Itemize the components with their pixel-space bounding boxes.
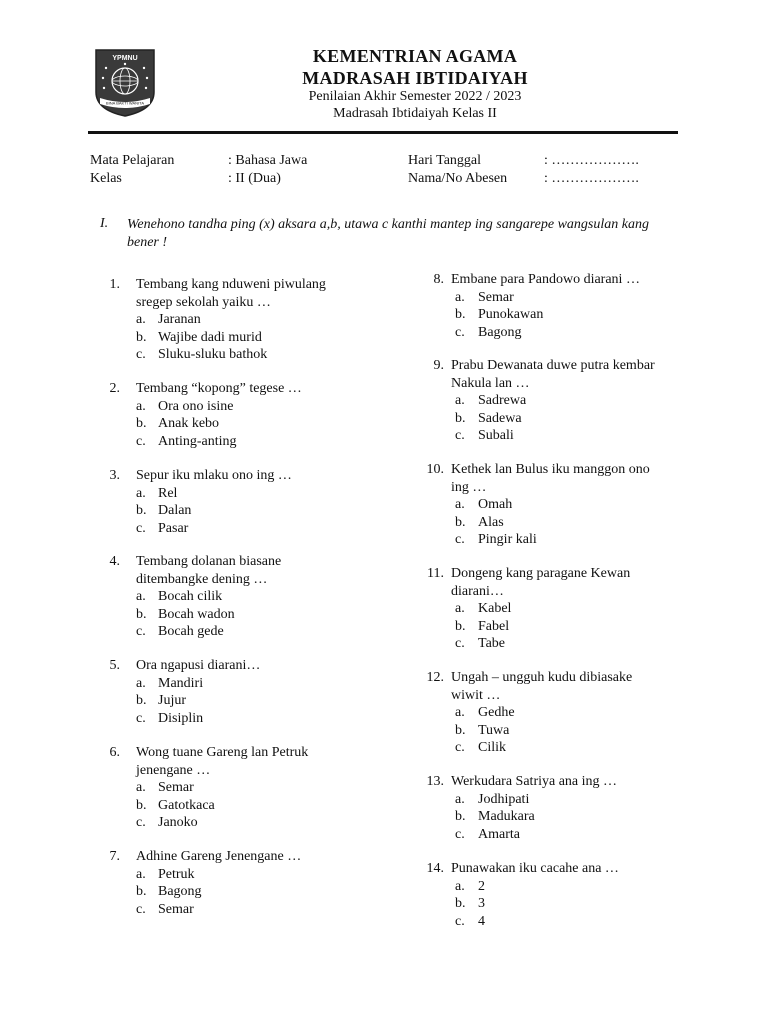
option-letter: a. [455, 497, 465, 512]
option-text: Ora ono isine [158, 398, 234, 414]
question-number: 9. [433, 358, 444, 373]
header-rule [88, 131, 678, 134]
option-letter: b. [136, 884, 147, 899]
question-text: Tembang kang nduweni piwulang [136, 277, 326, 292]
option-text: 3 [478, 896, 485, 911]
question-text: Werkudara Satriya ana ing … [451, 774, 618, 789]
date-value[interactable]: : ………………. [544, 153, 639, 168]
option-text: Mandiri [158, 675, 204, 691]
question-text: Wong tuane Gareng lan Petruk [136, 745, 309, 760]
question-number: 11. [427, 566, 444, 581]
option-text: Semar [158, 780, 194, 795]
option-letter: a. [455, 705, 465, 720]
option-text: Alas [478, 514, 504, 530]
option-text: Anak kebo [158, 416, 220, 431]
question-number: 10. [426, 462, 444, 477]
option-text: Bocah wadon [158, 606, 235, 622]
option-text: Pingir kali [478, 532, 537, 547]
option-text: Sadewa [478, 410, 522, 426]
option-letter: c. [455, 740, 465, 755]
question-text: Kethek lan Bulus iku manggon ono [451, 462, 650, 477]
logo-text-bottom: BINA BAKTI WANITA [105, 100, 145, 106]
question-number: 4. [109, 554, 120, 569]
option-text: 4 [478, 913, 485, 929]
question-number: 8. [433, 272, 444, 287]
question-number: 14. [426, 861, 444, 876]
option-letter: b. [455, 896, 466, 911]
option-letter: b. [136, 329, 147, 345]
question-text: Punawakan iku cacahe ana … [451, 861, 619, 876]
question-text: Sepur iku mlaku ono ing … [136, 468, 292, 483]
option-letter: c. [455, 428, 465, 443]
option-text: Jodhipati [478, 791, 530, 807]
option-text: Jujur [158, 693, 186, 708]
option-letter: b. [455, 722, 466, 738]
question-text: sregep sekolah yaiku … [136, 294, 271, 310]
question-text: Prabu Dewanata duwe putra kembar [451, 358, 655, 373]
option-letter: b. [136, 693, 147, 708]
name-label: Nama/No Abesen [408, 171, 508, 186]
option-letter: c. [136, 710, 146, 726]
option-letter: c. [455, 636, 465, 651]
option-text: Punokawan [478, 307, 544, 322]
question-text: Embane para Pandowo diarani … [451, 272, 640, 287]
ypmnu-logo [94, 48, 156, 118]
option-text: Cilik [478, 740, 507, 755]
option-letter: a. [136, 398, 146, 414]
name-value[interactable]: : ………………. [544, 171, 639, 186]
option-text: Kabel [478, 601, 512, 616]
option-text: Bocah gede [158, 624, 224, 639]
option-letter: b. [136, 797, 147, 813]
question-number: 7. [109, 849, 120, 864]
option-letter: a. [455, 878, 465, 894]
option-letter: b. [455, 307, 466, 322]
option-text: Tabe [478, 636, 506, 651]
question-number: 13. [426, 774, 444, 789]
option-text: Gedhe [478, 705, 515, 720]
option-text: Madukara [478, 809, 535, 824]
subject-label: Mata Pelajaran [90, 153, 175, 168]
instruction-text: Wenehono tandha ping (x) aksara a,b, utawa c kanthi mantep ing sangarepe wangsulan kang bener ! [127, 217, 649, 250]
question-text: Dongeng kang paragane Kewan [451, 566, 631, 581]
option-text: Anting-anting [158, 433, 237, 449]
option-letter: c. [136, 901, 146, 917]
option-text: Fabel [478, 618, 510, 634]
question-number: 12. [426, 670, 444, 685]
option-letter: b. [455, 514, 466, 530]
option-letter: c. [455, 913, 465, 929]
question-number: 6. [109, 745, 120, 760]
option-letter: c. [455, 324, 465, 340]
header-title-2: MADRASAH IBTIDAIYAH [302, 68, 528, 88]
option-text: Gatotkaca [158, 797, 215, 813]
option-letter: b. [136, 503, 147, 518]
option-text: Disiplin [158, 710, 204, 726]
date-label: Hari Tanggal [408, 153, 482, 168]
option-text: Bagong [478, 324, 522, 340]
option-letter: c. [136, 347, 146, 362]
option-letter: a. [455, 791, 465, 807]
option-text: Amarta [478, 826, 520, 842]
option-letter: b. [455, 618, 466, 634]
subject-value: : Bahasa Jawa [228, 153, 308, 168]
option-letter: b. [136, 606, 147, 622]
option-text: Sadrewa [478, 393, 527, 408]
option-text: Dalan [158, 503, 192, 518]
question-text: Ora ngapusi diarani… [136, 658, 261, 673]
option-letter: c. [455, 826, 465, 842]
question-number: 5. [109, 658, 120, 673]
option-letter: a. [455, 393, 465, 408]
option-text: Wajibe dadi murid [158, 329, 262, 345]
question-text: ditembangke dening … [136, 571, 268, 587]
question-number: 2. [109, 381, 120, 396]
option-letter: c. [455, 532, 465, 547]
option-text: Petruk [158, 866, 195, 882]
header-title-1: KEMENTRIAN AGAMA [312, 46, 518, 66]
option-text: Janoko [158, 815, 198, 830]
option-letter: b. [455, 410, 466, 426]
question-text: wiwit … [451, 687, 501, 703]
logo-text-top: YPMNU [112, 55, 138, 62]
option-letter: a. [136, 589, 146, 604]
question-number: 3. [109, 468, 120, 483]
question-text: Ungah – ungguh kudu dibiasake [451, 670, 633, 685]
question-text: ing … [451, 479, 487, 495]
class-label: Kelas [90, 171, 122, 186]
question-number: 1. [109, 277, 120, 292]
option-text: Rel [158, 485, 178, 501]
question-text: Adhine Gareng Jenengane … [136, 849, 302, 864]
option-letter: a. [136, 866, 146, 882]
option-letter: a. [455, 601, 465, 616]
option-letter: a. [136, 485, 146, 501]
class-value: : II (Dua) [228, 171, 281, 186]
option-text: Bagong [158, 884, 202, 899]
option-letter: a. [136, 675, 146, 691]
option-text: Tuwa [478, 722, 510, 738]
option-text: Semar [478, 289, 514, 305]
option-letter: c. [136, 624, 146, 639]
option-text: 2 [478, 878, 485, 894]
option-letter: c. [136, 815, 146, 830]
option-letter: a. [455, 289, 465, 305]
instruction-number: I. [100, 216, 109, 231]
header-subtitle-1: Penilaian Akhir Semester 2022 / 2023 [308, 89, 522, 104]
option-text: Semar [158, 901, 194, 917]
option-letter: b. [455, 809, 466, 824]
question-text: Nakula lan … [451, 375, 530, 391]
option-letter: c. [136, 520, 146, 536]
option-text: Subali [478, 428, 514, 443]
question-text: Tembang dolanan biasane [136, 554, 282, 569]
question-text: Tembang “kopong” tegese … [136, 381, 302, 396]
option-text: Sluku-sluku bathok [158, 347, 268, 362]
option-letter: c. [136, 433, 146, 449]
option-letter: a. [136, 780, 146, 795]
option-text: Bocah cilik [158, 589, 223, 604]
option-letter: b. [136, 416, 147, 431]
header-subtitle-2: Madrasah Ibtidaiyah Kelas II [333, 106, 497, 121]
option-text: Jaranan [158, 312, 201, 327]
question-text: jenengane … [136, 762, 211, 778]
question-text: diarani… [451, 583, 504, 599]
option-text: Omah [478, 497, 513, 512]
option-text: Pasar [158, 520, 189, 536]
option-letter: a. [136, 312, 146, 327]
